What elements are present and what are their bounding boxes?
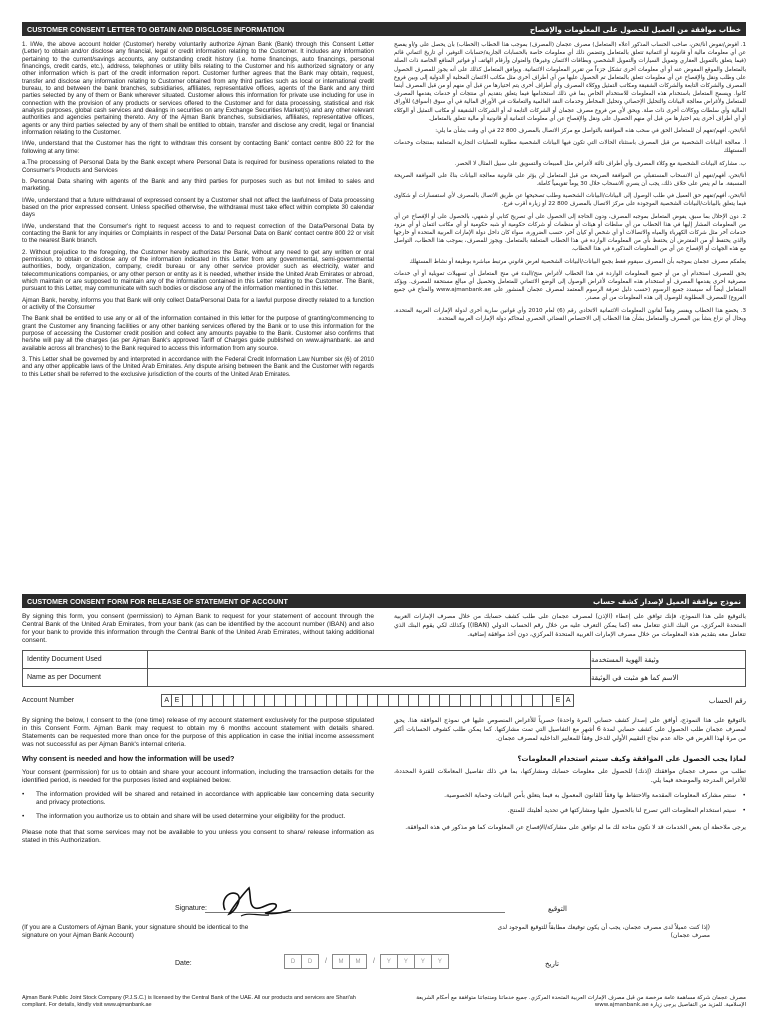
paragraph: 3. This Letter shall be governed by and interpreted in accordance with the Federal Credit Information Law Number six (6) of 2010 and any other applicable laws of the United Arab Emirates. Any dispute arising between the Bank and the Customer with regards to this Letter shall be referred to the exclusive jurisdiction of the courts of the United Arab Emirates. bbox=[22, 356, 374, 378]
footer-en: Ajman Bank Public Joint Stock Company (P.J.S.C.) is licensed by the Central Bank of the UAE. All our products and services are Shari'ah compliant. For details, kindly visit www.ajmanbank.ae bbox=[22, 995, 356, 1008]
paragraph: The Bank shall be entitled to use any or all of the information contained in this letter for the purpose of granting/commencing to grant the Customer any financing facilities or any other banking services offered by the Bank or to use this information for the purpose of accessing the Customer credit position and collect any amounts payable to the Bank. Customer also confirms that he/she will pay all the charges (as per Ajman Bank's approved Tariff of Charges guide published on www.ajmanbank. ae and available across all branches) to the Bank required to access this information from any source. bbox=[22, 315, 374, 352]
signature-label-ar: التوقيع bbox=[548, 905, 567, 913]
consent-ar: بالتوقيع على هذا النموذج، أوافق على إصدار كشف حسابي (لمرة واحدة) حصرياً للأغراض المنصوص عليها في نموذج الموافقة هذا. يحق لمصرف عجمان طلب الحصول على كشف حسابي لمدة 6 أشهر مع التفاصيل التي تمت مشاركتها. كما يمكن طلب كشوف الحسابات أكثر من مرة لهذا الغرض في حالة عدم نجاح التقييم الأولي للدخل وفقاً للمعايير الداخلية لمصرف عجمان. bbox=[394, 717, 746, 742]
date-box[interactable]: Y bbox=[431, 954, 449, 969]
date-label: Date: bbox=[175, 960, 192, 967]
why-en-block bbox=[22, 755, 374, 849]
iban-prefix-cell: E bbox=[171, 694, 182, 707]
consent-form-page bbox=[22, 22, 746, 1012]
signature-note-ar: (إذا كنت عميلاً لدى مصرف عجمان، يجب أن يكون توقيعك مطابقاً للتوقيع الموجود لدى مصرف عجمان) bbox=[497, 924, 710, 939]
section-title-en: CUSTOMER CONSENT FORM FOR RELEASE OF STATEMENT OF ACCOUNT bbox=[27, 596, 288, 606]
note-text-ar: يرجى ملاحظة أن بعض الخدمات قد لا تكون متاحة لك ما لم توافق على مشاركة/الإفصاح عن المعلومات كما هو مذكور في هذه الموافقة. bbox=[405, 823, 746, 831]
date-input[interactable]: D D / M M / Y Y Y Y bbox=[285, 954, 449, 969]
name-label-ar: الاسم كما هو مثبت في الوثيقة bbox=[590, 669, 745, 686]
statement-consent bbox=[22, 717, 746, 749]
paragraph: يحق للمصرف استخدام أي من أو جميع المعلومات الواردة في هذا الخطاب لأغراض منح/البدء في منح المتعامل أي تسهيلات تمويلية أو أي خدمات مصرفية أخرى يقدمها المصرف أو استخدام هذه المعلومات لأغراض الوصول إلى الوضع الائتماني للمتعامل وتحصيل أي مبالغ مستحقة للمصرف. ويؤكد المتعامل أيضاً أنه سيسدد جميع الرسوم (حسب دليل تعرفة الرسوم المعتمد لمصرف عجمان المنشور على www.ajmanbank.ae والمتاح في جميع الفروع) للمصرف المطلوبة للوصول إلى هذه المعلومات من أي مصدر. bbox=[394, 270, 746, 302]
footer bbox=[22, 995, 746, 1009]
account-number-input[interactable] bbox=[162, 694, 574, 707]
identity-document-label-ar: وثيقة الهوية المستخدمة bbox=[590, 651, 745, 668]
paragraph: أنا/نحن، أفهم/نفهم أن الانسحاب المستقبلي من الموافقة الصريحة من قبل المتعامل لن يؤثر على قانونية معالجة البيانات بناءً على الموافقة الصريحة المسبقة. ما لم ينص على خلاف ذلك، يجب أن يسري الانسحاب خلال 30 يوماً تقويمياً كاملة. bbox=[394, 172, 746, 188]
date-box[interactable]: D bbox=[301, 954, 319, 969]
signature-label: Signature: bbox=[175, 905, 207, 912]
consent-letter-ar bbox=[394, 41, 746, 588]
iban-prefix-cell-ar: A bbox=[563, 694, 574, 707]
identity-document-input[interactable] bbox=[148, 651, 590, 668]
paragraph: I/We, understand that the Customer has the right to withdraw this consent by contacting Bank' contact centre 800 22 for the following at any time: bbox=[22, 140, 374, 155]
bullet-text: The information provided will be shared and retained in accordance with applicable law concerning data security and privacy protections. bbox=[36, 791, 374, 806]
iban-prefix-cell: A bbox=[161, 694, 172, 707]
why-ar-block bbox=[394, 755, 746, 849]
date-box[interactable]: M bbox=[349, 954, 367, 969]
bullet-item: • The information provided will be shared and retained in accordance with applicable law concerning data security and privacy protections. bbox=[22, 791, 374, 806]
why-title-ar: لماذا يجب الحصول على الموافقة وكيف سيتم استخدام المعلومات؟ bbox=[517, 755, 746, 763]
statement-intro bbox=[22, 613, 746, 645]
section-header-statement-release bbox=[22, 594, 746, 608]
section-title-en: CUSTOMER CONSENT LETTER TO OBTAIN AND DISCLOSE INFORMATION bbox=[27, 24, 285, 34]
paragraph: I/We, understand that a future withdrawal of expressed consent by a Customer shall not affect the lawfulness of Data processing based on the prior expressed consent. Unless specified otherwise, the withdrawal must take effect within complete 30 calendar days bbox=[22, 196, 374, 219]
date-box[interactable]: M bbox=[332, 954, 350, 969]
date-box[interactable]: Y bbox=[414, 954, 432, 969]
why-consent bbox=[22, 755, 746, 849]
bullet-text: ستتم مشاركة المعلومات المقدمة والاحتفاظ بها وفقاً للقانون المعمول به فيما يتعلق بأمن البيانات وحماية الخصوصية. bbox=[444, 791, 736, 799]
consent-en: By signing the below, I consent to the (one time) release of my account statement exclusively for the purpose stipulated in this Consent Form. Ajman Bank may request to obtain my 6 months account statement with details shared. Statements can be requested more than once for the purpose of this application in case the initial income assessment was not successful as per Ajman Bank's internal criteria. bbox=[22, 717, 374, 748]
paragraph: a.The processing of Personal Data by the Bank except where Personal Data is required for business operations related to the Consumer's Products and Services bbox=[22, 159, 374, 174]
intro-ar: بالتوقيع على هذا النموذج، فإنك توافق على إعطاء (الإذن) لمصرف عجمان على طلب كشف حسابك من خلال مصرف الإمارات العربية المتحدة المركزي، من البنك الذي تتعامل معه (كما يمكن التعرف عليه من خلال رقم الحساب الدولي (IBAN)) وكذلك لكي يقوم البنك الذي تتعامل معه بتقديم هذه المعلومات من خلال مصرف الإمارات العربية المتحدة المركزي، دون أخذ موافقة إضافية. bbox=[394, 613, 746, 638]
account-number-label-ar: رقم الحساب bbox=[708, 696, 746, 705]
paragraph: أ. معالجة البيانات الشخصية من قبل المصرف باستثناء الحالات التي تكون فيها البيانات الشخصية مطلوبة للعمليات التجارية المتعلقة بمنتجات وخدمات المستهلك bbox=[394, 140, 746, 155]
paragraph: ب. مشاركة البيانات الشخصية مع وكلاء المصرف وأي أطراف ثالثة لأغراض مثل المبيعات والتسويق على سبيل المثال لا الحصر. bbox=[454, 160, 746, 167]
date-box[interactable]: D bbox=[284, 954, 302, 969]
paragraph: 3. يخضع هذا الخطاب ويفسر وفقاً لقانون المعلومات الائتمانية الاتحادي رقم (6) لعام 2010 وأي قوانين سارية أخرى لدولة الإمارات العربية المتحدة. ويحال أي نزاع ينشأ بين المصرف والمتعامل بشأن هذا الخطاب إلى الاختصاص القضائي الحصري لمحاكم دولة الإمارات العربية المتحدة. bbox=[394, 307, 746, 322]
identity-fields bbox=[22, 650, 746, 687]
name-label: Name as per Document bbox=[23, 669, 148, 686]
identity-document-label: Identity Document Used bbox=[23, 651, 148, 668]
bullet-text: سيتم استخدام المعلومات التي تصرح لنا بالحصول عليها ومشاركتها في تحديد أهليتك للمنتج. bbox=[507, 806, 736, 814]
section-header-consent-letter bbox=[22, 22, 746, 36]
iban-prefix-cell-ar: E bbox=[552, 694, 563, 707]
paragraph: أنا/نحن، أفهم/نفهم أن للمتعامل الحق في سحب هذه الموافقة بالتواصل مع مركز الاتصال بالمصرف 800 22 في أي وقت بشأن ما يلي: bbox=[435, 128, 746, 135]
identity-document-row bbox=[22, 650, 746, 669]
footer-ar: مصرف عجمان شركة مساهمة عامة مرخصة من قبل مصرف الإمارات العربية المتحدة المركزي. جميع خدماتنا ومنتجاتنا متوافقة مع أحكام الشريعة الإسلامية. للمزيد من التفاصيل يرجى زيارة www.ajmanbank.ae bbox=[416, 995, 746, 1008]
paragraph: أنا/نحن، أفهم/نفهم حق العميل في طلب الوصول إلى البيانات/البيانات الشخصية وطلب تصحيحها عن طريق الاتصال بالمصرف لأي استفسارات أو شكاوى فيما يتعلق بالبيانات/البيانات الشخصية الموجودة على مركز الاتصال بالمصرف 800 22 أو زيارة أقرب فرع. bbox=[394, 193, 746, 208]
name-input[interactable] bbox=[148, 669, 590, 686]
consent-letter-en bbox=[22, 41, 374, 588]
signature-note: (If you are a Customers of Ajman Bank, your signature should be identical to the signature on your Ajman Bank Account) bbox=[22, 924, 249, 939]
date-label-ar: تاريخ bbox=[545, 960, 559, 968]
section-title-ar: خطاب موافقة من العميل للحصول على المعلومات والإفصاح bbox=[529, 24, 741, 34]
paragraph: b. Personal Data sharing with agents of the Bank and any third parties for purposes such as but not limited to sales and marketing. bbox=[22, 177, 374, 193]
bullet-item: • سيتم استخدام المعلومات التي تصرح لنا بالحصول عليها ومشاركتها في تحديد أهليتك للمنتج. bbox=[394, 807, 746, 816]
bullet-text: The information you authorize us to obtain and share will be used determine your eligibility for the product. bbox=[36, 813, 346, 820]
paragraph: 1. أفوض/نفوض أنا/نحن، صاحب الحساب المذكور أعلاه (المتعامل) مصرف عجمان (المصرف) بموجب هذا الخطاب (الخطاب) بأن يحصل على و/أو يفصح عن أي معلومات مالية أو قانونية أو ائتمانية تتعلق بالمتعامل وتتضمن ذلك أي معلومات خاصة بالحسابات الجارية/حسابات التوفير، أي تاريخ ائتماني قائم (فيما يتعلق بالتمويل العقاري وتمويل السيارات والتمويل الشخصي وبطاقات الائتمان وغيرها) والعنوان وأرقام الهاتف أو فواتير المنافع الخاصة ذات الصلة بالمتعامل والموقع المفوض عنه أو أي معلومات أخرى تشكل جزءاً من تقرير المعلومات الائتمانية. ويوافق المتعامل كذلك على أنه يجوز للمصرف الحصول على وطلب ونقل والإفصاح عن أي معلومات تتعلق بالمتعامل تم الحصول عليها من أي أطراف أخرى مثل مكاتب الائتمان المحلية أو الدولية إلى وبين فروع المصرف والشركات التابعة والشركات الشقيقة ومكاتب التمثيل ووكلاء المصرف وأي أطراف أخرى يتم اختيارها من قبل أي منهم أو من قبل المصرف أينما كانوا. ويسمح المتعامل باستخدام هذه المعلومات للاستخدام الخاص بما في ذلك استخدامها فيما يتعلق بتقديم أي منتجات أو خدمات يقدمها المصرف للمتعامل ولأغراض معالجة البيانات والتحليل الإحصائي وتحليل المخاطر وخدمات النقد العالمية والتعاملات في الأوراق المالية في أي سوق (أسواق) للأوراق المالية وأي سلطات ووكالات أخرى ذات صلة. ويحق لأي من فروع مصرف عجمان أو الشركات التابعة له أو الشركات الشقيقة أو مكاتب التمثيل أو الوكلاء أو أي أطراف أخرى يتم اختيارها من قبل أي منهم الحصول على ونقل والإفصاح عن أي معلومات ائتمانية أو قانونية أو مالية تتعلق بالمتعامل. bbox=[394, 42, 746, 122]
paragraph: Ajman Bank, hereby, informs you that Bank will only collect Data/Personal Data for a lawful purpose directly related to a function or activity of the Consumer bbox=[22, 296, 374, 311]
why-title: Why consent is needed and how the information will be used? bbox=[22, 754, 235, 763]
date-box[interactable]: Y bbox=[380, 954, 398, 969]
account-number-row bbox=[22, 693, 746, 708]
paragraph: 1. I/We, the above account holder (Customer) hereby voluntarily authorize Ajman Bank (Bank) through this Consent Letter (Letter) to obtain and/or disclose any financial, legal or credit information relating to the Customer. It includes any information pertaining to the current/savings accounts, any outstanding credit history (i.e. home financings, auto financings, personal financings, credit cards, etc.), address, telephones or utility bills relating to the Customer and his authorized signatory or any other information which is part of the credit information report. Customer further agrees that the Bank may obtain, request, transfer and disclose any information relating to Customer obtained from any third parties such as local or international credit bureau, to and between the bank branches, subsidiaries, affiliates, representative offices, agents of the Bank and any third parties selected by any of them or Bank wherever situated. Customer allows this information for private use including for use in connection with the provision of any products or services offered to the Customer and for data processing, statistical and risk analysis purposes, global cash services and dealings in securities on any Exchange Securities Market(s) and any other relevant authorities and agencies pertaining thereto. Any of the Ajman Bank branches, subsidiaries, affiliates, representative offices, agents or any third parties selected by any of them shall be entitled to obtain, transfer and disclose any credit, legal or financial information relating to the Customer. bbox=[22, 41, 374, 137]
why-text-ar: تطلب من مصرف عجمان موافقتك (إذنك) للحصول على معلومات حسابك ومشاركتها، بما في ذلك تفاصيل المعاملات للفترة المحددة، للأغراض المدرجة والموضحة فيما يلي. bbox=[394, 767, 746, 784]
paragraph: 2. Without prejudice to the foregoing, the Customer hereby authorizes the Bank, without any need to get any written or oral permission, to obtain or disclose any of the information indicated in this Letter from any governmental, semi-governmental authorities, body, organization, company, credit bureau or any other service provider such as electricity, water and telecommunications companies, or any other person or entity as it is needed, whether inside the United Arab Emirates or abroad, which maintain or are supposed to maintain any of the information contained in this Letter relating to the Customer. The Bank, pursuant to this Letter, may communicate with such bodies or disclose any of the information mentioned in this letter. bbox=[22, 248, 374, 293]
note-text: Please note that that some services may not be available to you unless you consent to share/ release information as stated in this Authorization. bbox=[22, 829, 374, 844]
consent-letter-body bbox=[22, 41, 746, 588]
bullet-item: • The information you authorize us to obtain and share will be used determine your eligibility for the product. bbox=[22, 813, 374, 821]
paragraph: يعلمكم مصرف عجمان بموجبه بأن المصرف سيقوم فقط بجمع البيانات/البيانات الشخصية لغرض قانوني مرتبط مباشرة بوظيفة أو نشاط المستهلك bbox=[409, 258, 746, 265]
date-box[interactable]: Y bbox=[397, 954, 415, 969]
intro-en: By signing this form, you consent (permission) to Ajman Bank to request for your statement of account through the Central Bank of the United Arab Emirates, from your bank (as can be identified by the account number (IBAN) and also for your bank to provide this information through the Central Bank of the United Arab Emirates, without taking additional consent. bbox=[22, 613, 374, 644]
name-row bbox=[22, 669, 746, 687]
why-text: Your consent (permission) for us to obtain and share your account information, including the transaction details for the identified period, is needed for the purposes listed and explained below. bbox=[22, 769, 374, 784]
paragraph: I/We, understand that the Consumer's right to request access to and to request correction of the Data/Personal Data by contacting the Bank for any inquiries or Complaints in respect of the Data/ Personal Data on Bank' contact centre 800 22 or visit to the nearest Bank branch. bbox=[22, 222, 374, 245]
section-title-ar: نموذج موافقة العميل لإصدار كشف حساب bbox=[593, 596, 741, 606]
paragraph: 2. دون الإخلال بما سبق، يفوض المتعامل بموجبه المصرف، ودون الحاجة إلى الحصول على أي تصريح كتابي أو شفهي، بالحصول على أو الإفصاح عن أي من المعلومات المشار إليها في هذا الخطاب من أي سلطات أو هيئات أو منظمات أو شركات حكومية أو شبه حكومية أو أي مكاتب ائتمان أو أي مزود خدمات آخر مثل شركات الكهرباء والمياه والاتصالات أو أي شخص أو كيان آخر، حسب الضرورة، سواء كان داخل دولة الإمارات العربية المتحدة أو خارجها والذي يحتفظ أو من المفترض أن يحتفظ بأي من المعلومات الواردة في هذا الخطاب المتعلقة بالمتعامل. ويجوز للمصرف، بموجب هذا الخطاب، التواصل مع هذه الجهات أو الإفصاح عن أي من المعلومات المذكورة في هذا الخطاب. bbox=[394, 213, 746, 253]
handwritten-signature-icon bbox=[215, 882, 295, 922]
bullet-item: • ستتم مشاركة المعلومات المقدمة والاحتفاظ بها وفقاً للقانون المعمول به فيما يتعلق بأمن البيانات وحماية الخصوصية. bbox=[394, 792, 746, 801]
account-number-label: Account Number bbox=[22, 697, 75, 704]
